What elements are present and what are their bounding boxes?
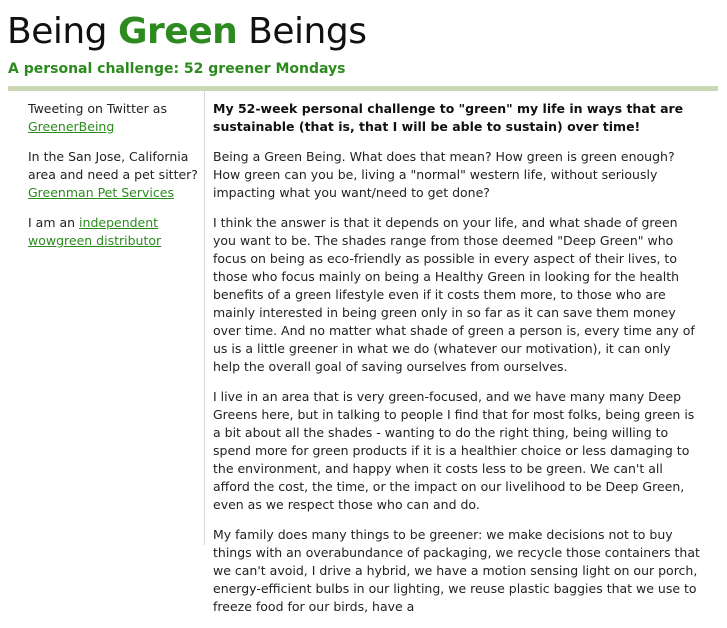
content-heading: My 52-week personal challenge to "green" my life in ways that are sustainable (that is, that I will be able to sustain) over time! bbox=[213, 101, 684, 134]
site-title-accent: Green bbox=[117, 11, 238, 52]
sidebar-twitter-text: Tweeting on Twitter as bbox=[28, 101, 167, 116]
twitter-link[interactable]: GreenerBeing bbox=[28, 119, 115, 134]
content-paragraph: Being a Green Being. What does that mean? How green is green enough? How green can you be, living a "normal" western life, without seriously impacting what you want/need to get done? bbox=[213, 149, 675, 200]
petsitter-link[interactable]: Greenman Pet Services bbox=[28, 185, 174, 200]
header-divider bbox=[8, 86, 718, 91]
content-paragraph: I live in an area that is very green-focused, and we have many many Deep Greens here, but in talking to people I find that for most folks, being green is a bit about all the shades - wanting to do the right thing, being willing to spend more for green products if it is a healthier choice or less damaging to the environment, and happy when it costs less to be green. We can't all afford the cost, the time, or the impact on our livelihood to be Deep Green, even as we respect those who can and do. bbox=[213, 389, 695, 512]
sidebar-twitter bbox=[28, 100, 198, 136]
site-tagline: A personal challenge: 52 greener Mondays bbox=[8, 61, 346, 77]
site-title-part2: Beings bbox=[237, 11, 367, 52]
sidebar-distributor-text: I am an bbox=[28, 215, 76, 230]
distributor-link[interactable]: independent wowgreen distributor bbox=[28, 215, 162, 248]
column-divider bbox=[204, 91, 205, 545]
site-title[interactable] bbox=[7, 10, 366, 54]
sidebar-distributor bbox=[28, 214, 198, 250]
site-title-part1: Being bbox=[7, 11, 118, 52]
content-paragraph: My family does many things to be greener: we make decisions not to buy things with an overabundance of packaging, we recycle those containers that we can't avoid, I drive a hybrid, we have a motion sensing light on our porch, energy-efficient bulbs in our lighting, we reuse plastic baggies that we use to freeze food for our birds, have a bbox=[213, 527, 700, 614]
content-paragraph: I think the answer is that it depends on your life, and what shade of green you want to be. The shades range from those deemed "Deep Green" who focus on being as eco-friendly as possible in every aspect of their lives, to those who focus mainly on being a Healthy Green in looking for the health benefits of a green lifestyle even if it costs them more, to those who are mainly interested in being green only in so far as it can save them money over time. And no matter what shade of green a person is, every time any of us is a little greener in what we do (whatever our motivation), it can only help the overall goal of saving ourselves from ourselves. bbox=[213, 215, 695, 374]
sidebar-petsitter-text: In the San Jose, California area and need a pet sitter? bbox=[28, 149, 198, 182]
main-content bbox=[213, 100, 701, 628]
sidebar bbox=[28, 100, 198, 262]
sidebar-petsitter bbox=[28, 148, 198, 202]
